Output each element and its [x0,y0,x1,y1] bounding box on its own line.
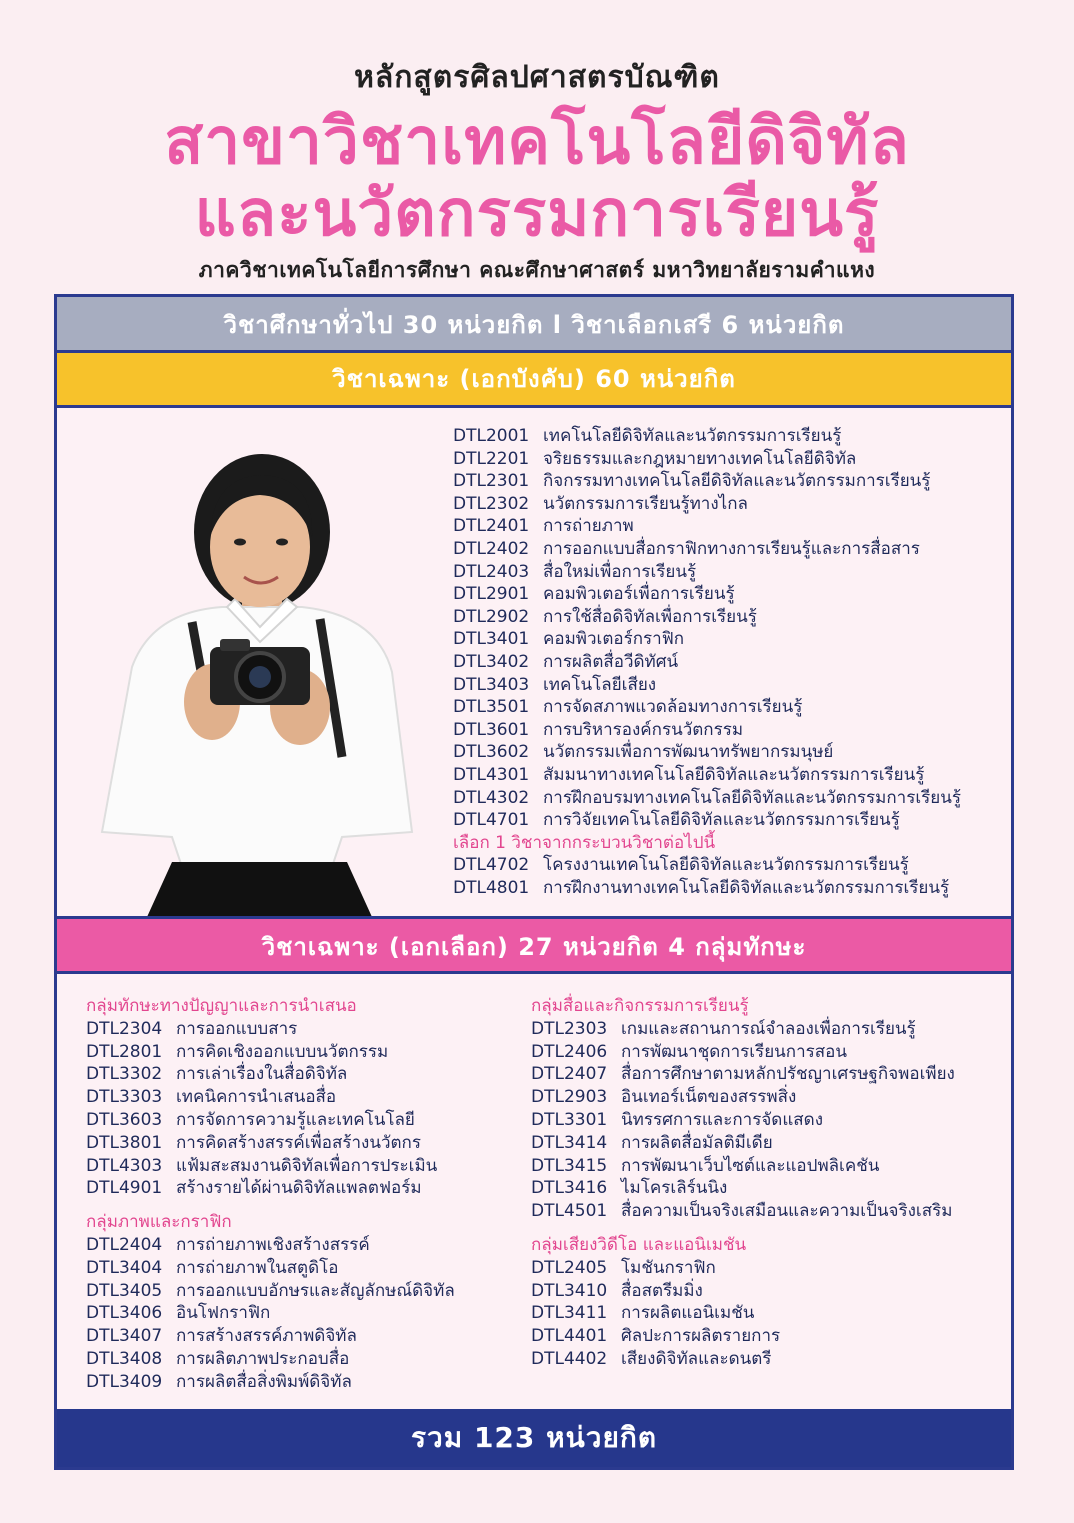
list-item: DTL4301 สัมมนาทางเทคโนโลยีดิจิทัลและนวัตกรรมการเรียนรู้ [453,764,925,785]
list-item: DTL2304 การออกแบบสาร [86,1018,298,1039]
list-item: DTL3303 เทคนิคการนำเสนอสื่อ [86,1087,337,1108]
group-spacer [86,1200,506,1211]
list-item: DTL4501 สื่อความเป็นจริงเสมือนและความเป็นจริงเสริม [531,1201,953,1222]
list-item: DTL3410 สื่อสตรีมมิ่ง [531,1280,703,1301]
list-item: DTL3415 การพัฒนาเว็บไซต์และแอปพลิเคชัน [531,1155,880,1176]
core-credits-bar: วิชาเฉพาะ (เอกบังคับ) 60 หน่วยกิต [57,353,1011,408]
list-item: DTL2406 การพัฒนาชุดการเรียนการสอน [531,1041,847,1062]
list-item: DTL4402 เสียงดิจิทัลและดนตรี [531,1348,772,1369]
list-item: DTL4801 การฝึกงานทางเทคโนโลยีดิจิทัลและนวัตกรรมการเรียนรู้ [453,877,950,898]
list-item: DTL4401 ศิลปะการผลิตรายการ [531,1326,781,1347]
group-spacer [531,1223,1001,1234]
list-item: DTL3406 อินโฟกราฟิก [86,1303,271,1324]
list-item: DTL3403 เทคโนโลยีเสียง [453,674,657,695]
list-item: DTL3411 การผลิตแอนิเมชัน [531,1303,755,1324]
curriculum-frame [54,294,1014,1470]
group-title: กลุ่มภาพและกราฟิก [86,1212,232,1233]
list-item: DTL3405 การออกแบบอักษรและสัญลักษณ์ดิจิทัล [86,1280,455,1301]
list-item: DTL4901 สร้างรายได้ผ่านดิจิทัลแพลตฟอร์ม [86,1178,422,1199]
list-item: DTL3501 การจัดสภาพแวดล้อมทางการเรียนรู้ [453,697,803,718]
list-item: DTL3602 นวัตกรรมเพื่อการพัฒนาทรัพยากรมนุษย์ [453,742,834,763]
list-item: DTL4303 แฟ้มสะสมงานดิจิทัลเพื่อการประเมิน [86,1155,438,1176]
list-item: DTL2901 คอมพิวเตอร์เพื่อการเรียนรู้ [453,584,735,605]
elective-column-left [86,995,506,1394]
list-item: DTL2001 เทคโนโลยีดิจิทัลและนวัตกรรมการเรียนรู้ [453,426,842,446]
group-title: กลุ่มทักษะทางปัญญาและการนำเสนอ [86,996,357,1016]
elective-credits-bar: วิชาเฉพาะ (เอกเลือก) 27 หน่วยกิต 4 กลุ่มทักษะ [57,916,1011,974]
list-item: DTL3302 การเล่าเรื่องในสื่อดิจิทัล [86,1064,348,1085]
program-title-line2: และนวัตกรรมการเรียนรู้ [194,177,880,251]
list-item: DTL3407 การสร้างสรรค์ภาพดิจิทัล [86,1326,357,1347]
page-header [0,50,1074,290]
general-credits-bar: วิชาศึกษาทั่วไป 30 หน่วยกิต l วิชาเลือกเสรี 6 หน่วยกิต [57,297,1011,353]
list-item: DTL2302 นวัตกรรมการเรียนรู้ทางไกล [453,493,748,514]
list-item: DTL3401 คอมพิวเตอร์กราฟิก [453,629,685,650]
list-item: DTL2303 เกมและสถานการณ์จำลองเพื่อการเรียนรู้ [531,1018,916,1039]
list-item: DTL4702 โครงงานเทคโนโลยีดิจิทัลและนวัตกรรมการเรียนรู้ [453,855,909,876]
list-item: DTL4302 การฝึกอบรมทางเทคโนโลยีดิจิทัลและนวัตกรรมการเรียนรู้ [453,787,961,808]
list-item: DTL3404 การถ่ายภาพในสตูดิโอ [86,1257,339,1278]
list-item: DTL2801 การคิดเชิงออกแบบนวัตกรรม [86,1041,389,1062]
elective-column-right [531,995,1001,1371]
list-item: DTL3601 การบริหารองค์กรนวัตกรรม [453,719,744,740]
list-item: DTL2404 การถ่ายภาพเชิงสร้างสรรค์ [86,1234,370,1255]
list-item: DTL2402 การออกแบบสื่อกราฟิกทางการเรียนรู้และการสื่อสาร [453,538,920,559]
list-item: DTL3603 การจัดการความรู้และเทคโนโลยี [86,1109,415,1130]
program-title-line1: สาขาวิชาเทคโนโลยีดิจิทัล [164,105,910,179]
list-item: DTL3416 ไมโครเลิร์นนิง [531,1178,728,1199]
list-item: DTL2403 สื่อใหม่เพื่อการเรียนรู้ [453,561,697,582]
list-item: DTL2405 โมชันกราฟิก [531,1257,716,1278]
list-item: DTL2902 การใช้สื่อดิจิทัลเพื่อการเรียนรู้ [453,606,757,627]
list-item: DTL3301 นิทรรศการและการจัดแสดง [531,1109,823,1130]
list-item: DTL4701 การวิจัยเทคโนโลยีดิจิทัลและนวัตกรรมการเรียนรู้ [453,810,900,831]
core-choice-note: เลือก 1 วิชาจากกระบวนวิชาต่อไปนี้ [453,832,716,853]
list-item: DTL2903 อินเทอร์เน็ตของสรรพสิ่ง [531,1087,797,1108]
list-item: DTL3801 การคิดสร้างสรรค์เพื่อสร้างนวัตกร [86,1132,421,1153]
department-line: ภาควิชาเทคโนโลยีการศึกษา คณะศึกษาศาสตร์ มหาวิทยาลัยรามคำแหง [198,258,876,282]
list-item: DTL2201 จริยธรรมและกฎหมายทางเทคโนโลยีดิจิทัล [453,448,857,469]
list-item: DTL3408 การผลิตภาพประกอบสื่อ [86,1348,350,1369]
student-photo [92,437,422,917]
list-item: DTL2407 สื่อการศึกษาตามหลักปรัชญาเศรษฐกิจพอเพียง [531,1064,955,1085]
list-item: DTL3402 การผลิตสื่อวีดิทัศน์ [453,651,679,672]
core-course-list [453,425,1013,899]
group-title: กลุ่มสื่อและกิจกรรมการเรียนรู้ [531,996,749,1016]
program-subtitle: หลักสูตรศิลปศาสตรบัณฑิต [354,60,720,95]
list-item: DTL2301 กิจกรรมทางเทคโนโลยีดิจิทัลและนวัตกรรมการเรียนรู้ [453,471,931,492]
list-item: DTL3409 การผลิตสื่อสิ่งพิมพ์ดิจิทัล [86,1371,352,1392]
list-item: DTL2401 การถ่ายภาพ [453,516,634,537]
list-item: DTL3414 การผลิตสื่อมัลติมีเดีย [531,1132,773,1153]
total-credits-bar: รวม 123 หน่วยกิต [57,1409,1011,1467]
group-title: กลุ่มเสียงวิดีโอ และแอนิเมชัน [531,1234,747,1255]
